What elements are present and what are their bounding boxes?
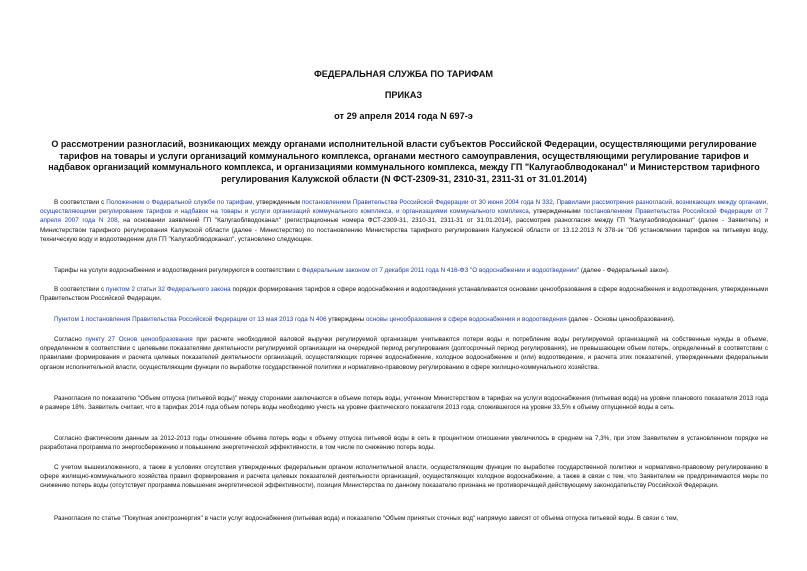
paragraph-8 bbox=[40, 463, 768, 491]
text-run: , bbox=[552, 199, 557, 206]
text-run: В соответствии с bbox=[54, 286, 106, 293]
document-title: О рассмотрении разногласий, возникающих между органами исполнительной власти субъектов Российской Федерации, осуществляющими регулирование тарифов на товары и услуги организаций коммунального комплекса, органами местного самоуправления, осуществляющими регулирование тарифов и надбавок организаций коммунального комплекса, и организациями коммунального комплекса, между ГП "Калугаоблводоканал" и Министерством тарифного регулирования Калужской области (N ФСТ-2309-31, 2310-31, 2311-31 от 31.01.2014) bbox=[48, 139, 760, 184]
agency-name: ФЕДЕРАЛЬНАЯ СЛУЖБА ПО ТАРИФАМ bbox=[313, 69, 494, 79]
text-run: В соответствии с bbox=[54, 199, 107, 206]
text-run: Разногласия по показателю "Объем отпуска (питьевой воды)" между сторонами заключаются в объеме потерь воды, учтенном Министерством в тарифах на услуги водоснабжения (питьевая вода) на уровне планового показателя 2013 года в размере 18%. Заявитель считает, что в тарифах 2014 года объем потерь воды необходимо учесть на уровне фактического показателя 2013 года, сложившегося на уровне 33,5% к объему отпущенной воды в сеть. bbox=[40, 395, 768, 412]
text-run: Согласно bbox=[54, 336, 86, 343]
paragraph-4 bbox=[40, 315, 768, 324]
link-federal-law-416[interactable]: Федеральным законом от 7 декабря 2011 года N 416-ФЗ "О водоснабжении и водоотведении" bbox=[301, 267, 580, 274]
document-date-number: от 29 апреля 2014 года N 697-э bbox=[334, 111, 473, 121]
link-disagreement-rules[interactable]: Правилами рассмотрения разногласий, возникающих между органами, осуществляющими регулирование тарифов и надбавок на товары и услуги организаций коммунального комплекса, и организациями коммунального комплекса bbox=[40, 199, 768, 216]
link-fst-regulation[interactable]: Положением о Федеральной службе по тарифам bbox=[106, 199, 253, 206]
text-run: (далее - Федеральный закон). bbox=[579, 267, 670, 274]
text-run: , утвержденными bbox=[528, 208, 584, 216]
paragraph-3 bbox=[40, 285, 768, 303]
paragraph-5 bbox=[40, 335, 768, 372]
text-run: (далее - Основы ценообразования). bbox=[566, 316, 675, 323]
text-run: Тарифы на услуги водоснабжения и водоотведения регулируются в соответствии с bbox=[54, 267, 302, 274]
link-government-decree-208[interactable]: постановлением Правительства Российской Федерации от 7 апреля 2007 года N 208 bbox=[40, 208, 768, 225]
paragraph-2 bbox=[40, 266, 768, 275]
document-type: ПРИКАЗ bbox=[384, 90, 423, 100]
link-item-27[interactable]: пункту 27 Основ ценообразования bbox=[85, 336, 193, 343]
text-run: Разногласия по статье "Покупная электроэнергия" в части услуг водоснабжения (питьевая вода) и показателю "Объем принятых сточных вод" напрямую зависят от объема отпуска питьевой воды. В связи с тем, bbox=[54, 515, 679, 522]
link-article-32[interactable]: пунктом 2 статьи 32 Федерального закона bbox=[105, 286, 231, 293]
text-run: С учетом вышеизложенного, а также в условиях отсутствия утвержденных федеральным органом исполнительной власти, осуществляющим функции по выработке государственной политики и нормативно-правовому регулированию в сфере жилищно-коммунального хозяйства правил формирования и расчета целевых показателей деятельности организаций, осуществляющих холодное водоснабжение, а также в связи с тем, что Заявителем не предпринимаются меры по снижению потерь воды (отсутствует программа повышения энергетической эффективности), позиция Министерства по данному показателю признана не противоречащей действующему законодательству Российской Федерации. bbox=[40, 464, 768, 490]
text-run: порядок формирования тарифов в сфере водоснабжения и водоотведения устанавливается основами ценообразования в сфере водоснабжения и водоотведения, утвержденными Правительством Российской Федерации. bbox=[40, 286, 768, 303]
text-run: , на основании заявлений ГП "Калугаоблводоканал" (регистрационные номера ФСТ-2309-31, 2310-31, 2311-31 от 31.01.2014), рассмотрев разногласия между ГП "Калугаоблводоканал" (далее - Заявитель) и Министерством тарифного регулирования Калужской области (далее - Министерство) по постановлению Министерства тарифного регулирования Калужской области от 13.12.2013 N 378-эк "Об установлении тарифов на питьевую воду, техническую воду и водоотведение для ГП "Калугаоблводоканал", установлено следующее. bbox=[40, 217, 768, 243]
link-decree-406[interactable]: Пунктом 1 постановления Правительства Российской Федерации от 13 мая 2013 года N 406 bbox=[54, 316, 327, 323]
link-pricing-basics[interactable]: основы ценообразования в сфере водоснабжения и водоотведения bbox=[366, 316, 567, 323]
paragraph-6 bbox=[40, 394, 768, 412]
paragraph-1 bbox=[40, 198, 768, 244]
text-run: утверждены bbox=[326, 316, 367, 323]
paragraph-7 bbox=[40, 434, 768, 452]
link-government-decree-332[interactable]: постановлением Правительства Российской Федерации от 30 июня 2004 года N 332 bbox=[301, 199, 553, 206]
text-run: Согласно фактическим данным за 2012-2013 годы отношение объема потерь воды к объему отпуска питьевой воды в сеть в процентном отношении увеличилось в среднем на 7,3%, при этом Заявителем в установленном порядке не разработана программа по энергосбережению и повышению энергетической эффективности, в том числе по снижению потерь воды. bbox=[40, 435, 768, 452]
text-run: при расчете необходимой валовой выручки регулируемой организации учитываются потери воды и потребление воды регулируемой организацией на собственные нужды в объеме, определенном в соответствии с целевыми показателями деятельности регулируемой организации на очередной период регулирования (долгосрочный период регулирования), не превышающем объем потерь, определенный в соответствии с правилами формирования и расчета целевых показателей деятельности организаций, осуществляющих горячее водоснабжение, холодное водоснабжение и (или) водоотведение, и расчета этих показателей, утвержденными федеральным органом исполнительной власти, осуществляющим функции по выработке государственной политики и нормативно-правовому регулированию в сфере жилищно-коммунального хозяйства. bbox=[40, 336, 769, 371]
text-run: , утвержденным bbox=[252, 199, 302, 206]
paragraph-9 bbox=[40, 514, 768, 523]
